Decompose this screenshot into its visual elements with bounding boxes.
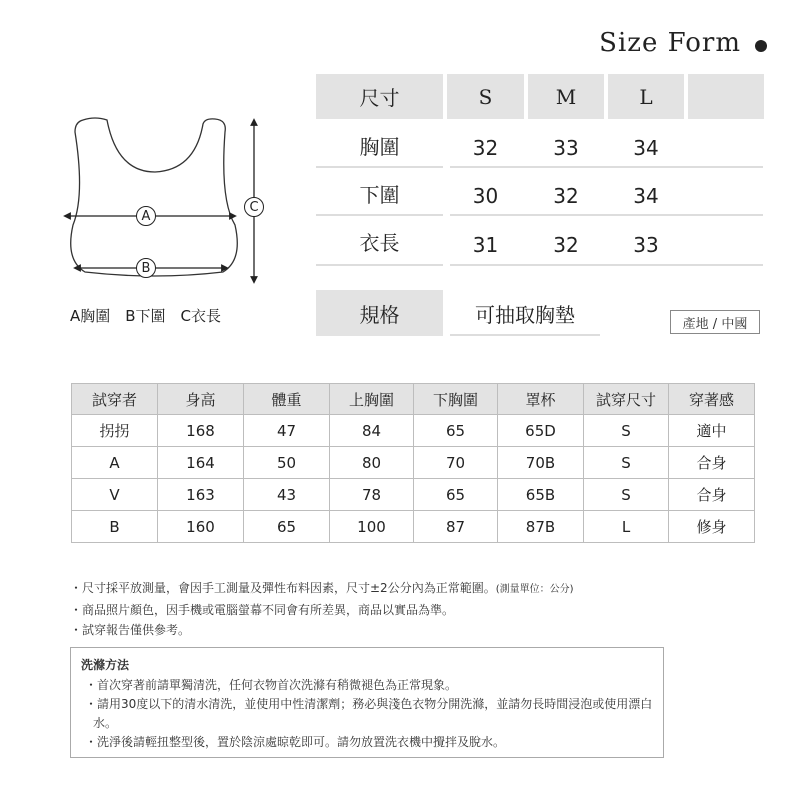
spec-underline — [450, 334, 600, 336]
table-cell: S — [584, 479, 669, 511]
column-header: 上胸圍 — [330, 384, 414, 415]
table-cell: 84 — [330, 415, 414, 447]
size-value: 33 — [633, 233, 659, 257]
table-cell: 70B — [498, 447, 584, 479]
note-item: ・商品照片顏色，因手機或電腦螢幕不同會有所差異，商品以實品為準。 — [70, 603, 455, 617]
tryon-table — [71, 383, 755, 543]
column-header: 穿著感 — [669, 384, 755, 415]
table-cell: 修身 — [669, 511, 755, 543]
column-header: 試穿者 — [72, 384, 158, 415]
table-cell: 65B — [498, 479, 584, 511]
care-item: ・首次穿著前請單獨清洗，任何衣物首次洗滌有稍微褪色為正常現象。 — [85, 678, 458, 692]
row-label-bust: 胸圍 — [359, 134, 400, 159]
table-cell: 65 — [244, 511, 330, 543]
row-divider — [450, 264, 763, 266]
origin-badge: 產地 / 中國 — [670, 310, 760, 334]
column-header: 身高 — [158, 384, 244, 415]
note-item: ・試穿報告僅供參考。 — [70, 623, 191, 637]
table-cell: 70 — [414, 447, 498, 479]
care-instructions-box — [70, 647, 664, 758]
row-divider — [450, 214, 763, 216]
marker-b: B — [136, 258, 156, 278]
column-header: 罩杯 — [498, 384, 584, 415]
table-cell: 100 — [330, 511, 414, 543]
table-row — [72, 479, 755, 511]
size-value: 34 — [633, 184, 659, 208]
row-divider — [316, 264, 443, 266]
table-cell: S — [584, 447, 669, 479]
column-header: 下胸圍 — [414, 384, 498, 415]
table-cell: 47 — [244, 415, 330, 447]
row-label-underbust: 下圍 — [359, 182, 400, 207]
notes-section — [70, 578, 574, 640]
table-cell: 拐拐 — [72, 415, 158, 447]
table-cell: 78 — [330, 479, 414, 511]
size-header-s: S — [447, 74, 524, 119]
note-text: ・尺寸採平放測量，會因手工測量及彈性布料因素，尺寸±2公分內為正常範圍。 — [70, 581, 496, 595]
size-value: 34 — [633, 136, 659, 160]
size-value: 31 — [472, 233, 499, 257]
table-cell: B — [72, 511, 158, 543]
size-header-label: 尺寸 — [316, 74, 443, 119]
table-cell: 50 — [244, 447, 330, 479]
note-item — [70, 578, 574, 600]
table-cell: A — [72, 447, 158, 479]
size-header-m: M — [528, 74, 604, 119]
table-cell: 65 — [414, 415, 498, 447]
table-cell: 合身 — [669, 479, 755, 511]
spec-label: 規格 — [316, 290, 443, 336]
table-row — [72, 511, 755, 543]
size-header-empty — [688, 74, 764, 119]
table-cell: 65 — [414, 479, 498, 511]
table-cell: 87 — [414, 511, 498, 543]
table-cell: 164 — [158, 447, 244, 479]
row-label-length: 衣長 — [359, 230, 400, 255]
size-value: 32 — [553, 184, 579, 208]
row-divider — [316, 166, 443, 168]
column-header: 體重 — [244, 384, 330, 415]
diagram-legend: A胸圍 B下圍 C衣長 — [70, 307, 222, 325]
table-cell: L — [584, 511, 669, 543]
size-value: 32 — [553, 233, 579, 257]
table-header-row — [72, 384, 755, 415]
table-cell: 65D — [498, 415, 584, 447]
marker-c: C — [244, 197, 264, 217]
table-cell: 合身 — [669, 447, 755, 479]
table-cell: V — [72, 479, 158, 511]
row-divider — [450, 166, 763, 168]
table-cell: S — [584, 415, 669, 447]
care-title: 洗滌方法 — [81, 658, 130, 672]
size-value: 30 — [472, 184, 499, 208]
table-cell: 43 — [244, 479, 330, 511]
table-cell: 160 — [158, 511, 244, 543]
table-cell: 適中 — [669, 415, 755, 447]
care-item: ・請用30度以下的清水清洗，並使用中性清潔劑；務必與淺色衣物分開洗滌，並請勿長時間浸泡或使用漂白水。 — [85, 697, 653, 730]
garment-diagram — [55, 110, 285, 294]
note-unit: (測量單位：公分) — [495, 584, 574, 595]
spec-value: 可抽取胸墊 — [475, 302, 575, 327]
size-value: 32 — [472, 136, 499, 160]
marker-a: A — [136, 206, 156, 226]
row-divider — [316, 214, 443, 216]
table-cell: 87B — [498, 511, 584, 543]
care-item: ・洗淨後請輕扭整型後，置於陰涼處晾乾即可。請勿放置洗衣機中攪拌及脫水。 — [85, 735, 506, 749]
table-row — [72, 447, 755, 479]
size-header-l: L — [608, 74, 684, 119]
table-row — [72, 415, 755, 447]
size-value: 33 — [553, 136, 579, 160]
table-cell: 168 — [158, 415, 244, 447]
bullet-dot-icon — [755, 40, 767, 52]
page-title: Size Form — [599, 28, 741, 58]
column-header: 試穿尺寸 — [584, 384, 669, 415]
table-cell: 80 — [330, 447, 414, 479]
table-cell: 163 — [158, 479, 244, 511]
